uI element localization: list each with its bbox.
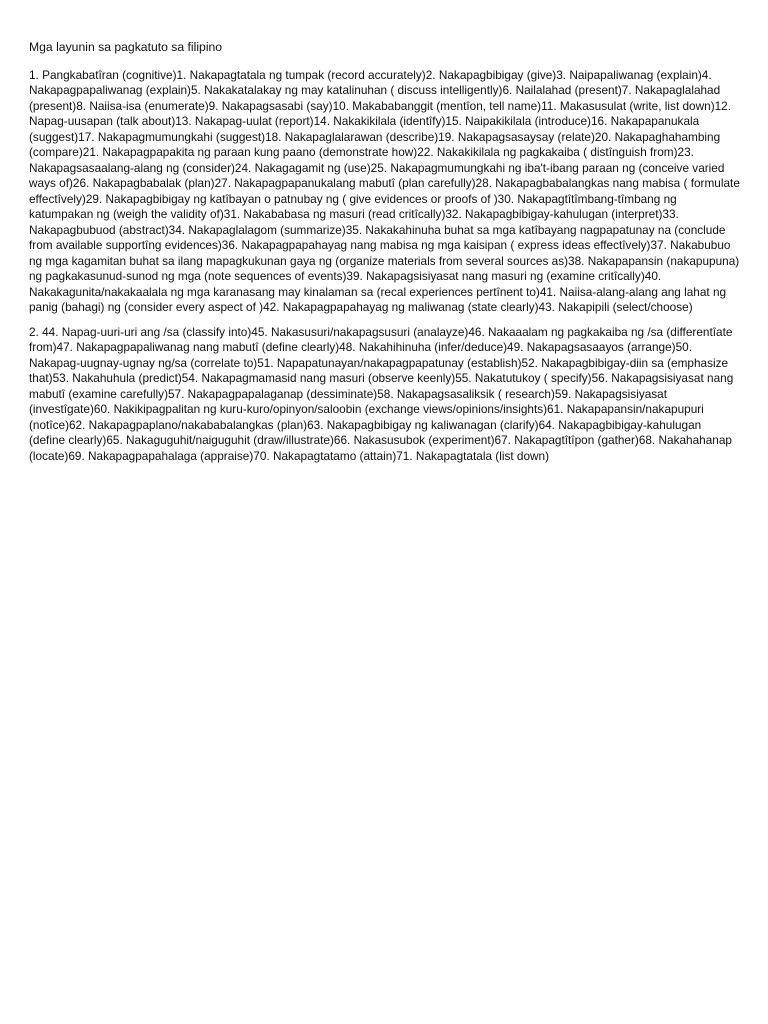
paragraph-cognitive-objectives: 1. Pangkabatîran (cognitive)1. Nakapagtatala ng tumpak (record accurately)2. Nakapagbibigay (give)3. Naipapaliwanag (explain)4. Nakapagpapaliwanag (explain)5. Nakakatalakay ng may katalinuhan ( discuss intelligently)6. Nailalahad (present)7. Nakapaglalahad (present)8. Naiisa-isa (enumerate)9. Nakapagsasabi (say)10. Makababanggit (mentîon, tell name)11. Makasusulat (write, list down)12. Napag-uusapan (talk about)13. Nakapag-uulat (report)14. Nakakikilala (identîfy)15. Naipakikilala (introduce)16. Nakapapanukala (suggest)17. Nakapagmumungkahi (suggest)18. Nakapaglalarawan (describe)19. Nakapagsasaysay (relate)20. Nakapaghahambing (compare)21. Nakapagpapakita ng paraan kung paano (demonstrate how)22. Nakakikilala ng pagkakaiba ( distînguish from)23. Nakapagsasaalang-alang ng (consider)24. Nakagagamit ng (use)25. Nakapagmumungkahi ng iba't-ibang paraan ng (conceive varied ways of)26. Nakapagbabalak (plan)27. Nakapagpapanukalang mabutî (plan carefully)28. Nakapagbabalangkas nang mabisa ( formulate effectîvely)29. Nakapagbibigay ng katîbayan o patnubay ng ( give evidences or proofs of )30. Nakapagtîtîmbang-tîmbang ng katumpakan ng (weigh the validity of)31. Nakababasa ng masuri (read critîcally)32. Nakapagbibigay-kahulugan (interpret)33. Nakapagbubuod (abstract)34. Nakapaglalagom (summarize)35. Nakakahinuha buhat sa mga katîbayang nagpapatunay na (conclude from available supportîng evidences)36. Nakapagpapahayag nang mabisa ng mga kaisipan ( express ideas effectîvely)37. Nakabubuo ng mga kagamitan buhat sa ilang mapagkukunan gaya ng (organize materials from several sources as)38. Nakapapansin (nakapupuna) ng pagkakasunud-sunod ng mga (note sequences of events)39. Nakapagsisiyasat nang masuri ng (examine critîcally)40. Nakakagunita/nakakaalala ng mga karanasang may kinalaman sa (recal experiences pertînent to)41. Naiisa-alang-alang ang lahat ng panig (bahagi) ng (consider every aspect of )42. Nakapagpapahayag ng maliwanag (state clearly)43. Nakapipili (select/choose) [29,67,740,314]
document-title: Mga layunin sa pagkatuto sa filipino [29,40,223,54]
paragraph-additional-objectives: 2. 44. Napag-uuri-uri ang /sa (classify into)45. Nakasusuri/nakapagsusuri (analayze)46. Nakaaalam ng pagkakaiba ng /sa (differentîate from)47. Nakapagpapaliwanag nang mabutî (define clearly)48. Nakahihinuha (infer/deduce)49. Nakapagsasaayos (arrange)50. Nakapag-uugnay-ugnay ng/sa (correlate to)51. Napapatunayan/nakapagpapatunay (establish)52. Nakapagbibigay-diin sa (emphasize that)53. Nakahuhula (predict)54. Nakapagmamasid nang masuri (observe keenly)55. Nakatutukoy ( specify)56. Nakapagsisiyasat nang mabutî (examine carefully)57. Nakapagpapalaganap (dessiminate)58. Nakapagsasaliksik ( research)59. Nakapagsisiyasat (investîgate)60. Nakikipagpalitan ng kuru-kuro/opinyon/saloobin (exchange views/opinions/insights)61. Nakapapansin/nakapupuri (notîce)62. Nakapagpaplano/nakababalangkas (plan)63. Nakapagbibigay ng kaliwanagan (clarify)64. Nakapagbibigay-kahulugan (define clearly)65. Nakaguguhit/naiguguhit (draw/illustrate)66. Nakasusubok (experiment)67. Nakapagtîtîpon (gather)68. Nakahahanap (locate)69. Nakapagpapahalaga (appraise)70. Nakapagtatamo (attain)71. Nakapagtatala (list down) [29,324,734,463]
